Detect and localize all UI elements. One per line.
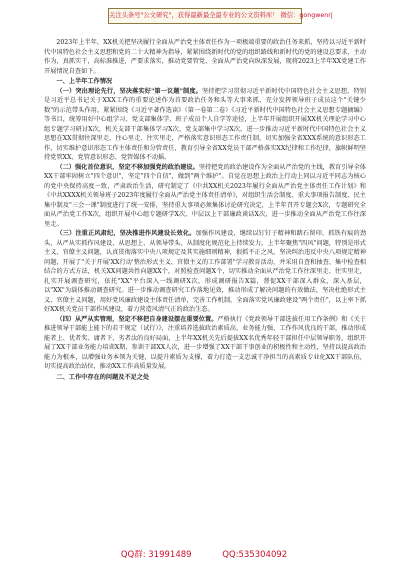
footer-qq-group: QQ群: 31991489 (120, 550, 192, 560)
paragraph-lead: （四）从严从实管理，坚定不移把自身建设摆在重要位置。 (56, 315, 218, 323)
footer (0, 548, 408, 560)
paragraph-text: 一、上半年工作情况 (56, 78, 113, 85)
section-heading (44, 77, 366, 87)
footer-qq: QQ:535304092 (222, 550, 288, 560)
body-paragraph (44, 87, 366, 163)
paragraph-text: 坚持把学习贯彻习近平新时代中国特色社会主义思想，特别是习近平总书记关于XXX工作的重要论述作为首要政治任务和头等大事来抓，充分发挥领导班子成员这个"关键少数"的示范带头作用，紧紧围绕《习近平著作选读》（第一卷第二卷）《习近平新时代中国特色社会主义思想专题摘编》等书目，统筹用好中心组学习、党支部集体学、班子成员个人自学等途径，上半年开展组织开展XX机关理论学习中心组专题学习研讨X次，机关支部干部集体学习X次，党支部集中学习X次。进一步推动习近平新时代中国特色社会主义思想在XX贯彻往深里走、往心里走、往实里走，严格落实意识形态工作责任制，切实加强全省XXX系统的意识形态工作，切实维护意识形态工作主体责任和分管责任，教育引导全省XX党员干部严格落实XX纪律和工作纪律，旗帜鲜明坚持党管XX、党管意识形态、党管媒体不动摇。 (44, 87, 366, 161)
paragraph-lead: （一）突出理论先行，坚决落实好"第一议题"制度。 (56, 87, 202, 95)
body-paragraph (44, 38, 366, 76)
paragraph-text: 2023年上半年，XX机关把坚决履行全面从严治党主体责任作为一项极端重要的政治任务来抓，坚持以习近平新时代中国特色社会主义思想和党的二十大精神为指导，紧紧围绕新时代的党的组织路线和新时代的党的建设总要求，主动作为，真抓实干，高标准推进，严要求落实，推动党要管党、全面从严治党向纵深发展，现将2023上半年XX党建工作开展情况自查如下。 (44, 39, 366, 75)
paragraph-text: 严格执行《党政领导干部选拔任用工作条例》和《关于推进领导干部能上能下的若干规定（试行）》，注重培养选拔政治素质高、业务能力强、工作作风优良的干部，推动形成能者上、优者奖、庸者下、劣者汰的良好局面，上半年XX机关先后提拔XX名优秀年轻干部担任中层领导职务，组织开展了XX干部业务能力培训X期，参训干部XX人次，进一步增强了XX干部干事创业的积极性和主动性，坚持以提高政治能力为根本，以增强业务本领为关键，以提升素质为支撑，着力打造一支忠诚干净担当的高素质专业化XX干部队伍，切实提高政治站位，推动XX工作高质量发展。 (44, 315, 366, 370)
promo-banner: 关注头条号"公文研究"，获得最新最全最专业的公文资料库！ 微信：gongwenrj (108, 8, 302, 24)
section-heading (44, 373, 366, 383)
paragraph-lead: （三）注重正风肃纪，坚决推进作风建设长效化。 (56, 230, 196, 237)
paragraph-text: 加强作风建设，继续以钉钉子精神和踏石留印、抓铁有痕的劲头，从严从实抓作风建设，从思想上、从领导带头、从制度化规范化上持续发力，上半年聚焦"四风"问题，特别是形式主义、官僚主义问题，认真贯彻落实中央八项规定及其实施细则精神，狠抓不正之风，坚决纠治违反中央八项规定精神问题，开展了"关于开展'XX行动'整治形式主义、官僚主义的工作部署"学习教育活动，并采用自查和抽查、集中检查相结合的方式方法，机关XX问题共性向题XX个，对照检查问题X个，切实推动全面从严治党工作往深里走、往实里走，扎实开展调查研究，依托"XX"平台深入一线调研X次，形成调研报告X篇，督促XX干部深入群众，深入基层，以"XX"为载体推动调查研究。进一步推动调查研究工作落地见效，推动形成了解决问题的有效做法，坚决杜绝形式主义、官僚主义问题，用好党风廉政建设主体责任清单，完善工作机制，全面落实党风廉政建设"两个责任"，以上率下抓好XX机关党员干部作风建设，着力营造风清气正的政治生态。 (44, 230, 367, 313)
body-paragraph (44, 163, 366, 230)
paragraph-text: 坚持把党的政治建设作为全面从严治党的主线，教育引导全体XX干部牢固树立"四个意识"，坚定"四个自信"，做到"两个维护"。自觉在思想上政治上行动上同以习近平同志为核心的党中央保持高度一致，严肃政治生活，研究制定了《中共XX机关2023年履行全面从严治党主体责任工作计划》和《中共XXXX机关领导班子2023年度履行全面从严治党主体责任清单》，对组织生活会制度、重大事项报告制度、民主集中制及"三会一课"制度进行了统一安排，坚持重大事项必须集体讨论研究决定，上半年召开专题会X次，专题研究全面从严治党工作X次，组织开展中心组专题研学X次、中层以上干部廉政谈话X次，进一步推动全面从严治党工作往深里走。 (44, 163, 366, 228)
document-body (44, 38, 366, 382)
body-paragraph (44, 229, 366, 315)
body-paragraph (44, 315, 366, 372)
paragraph-lead: （二）强化首位意识，坚定不移加强党的政治建设。 (56, 163, 199, 171)
paragraph-text: 二、工作中存在的问题及不足之处 (56, 373, 150, 381)
